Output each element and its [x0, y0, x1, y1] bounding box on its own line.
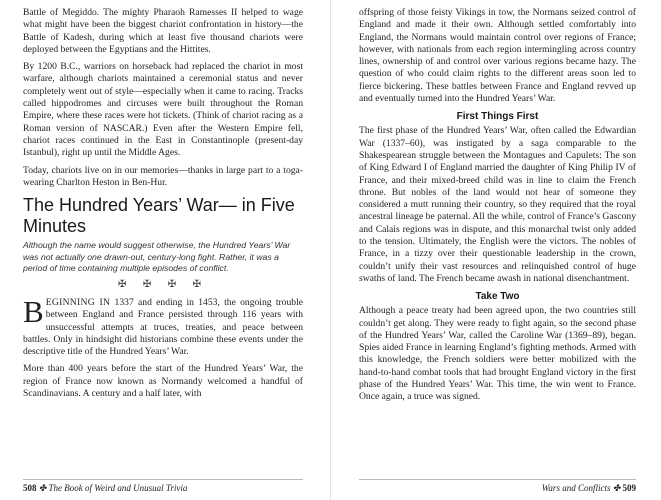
dropcap-rest: 1337 and ending in 1453, the ongoing trouble between England and France persisted through 116 years with unsuccessful attempts at truces, treaties, and peace between battles. Only in hindsight did historians combine these events under the descriptive title of the Hundred Years’ War. [23, 296, 303, 358]
dropcap-smallcaps: EGINNING IN [45, 296, 111, 308]
left-running-title: The Book of Weird and Unusual Trivia [48, 483, 188, 493]
right-page-number: 509 [622, 483, 636, 493]
paragraph-ben-hur: Today, chariots live on in our memories—thanks in large part to a toga-wearing Charlton Heston in Ben-Hur. [23, 164, 303, 188]
paragraph-megiddo: Battle of Megiddo. The mighty Pharaoh Ramesses II helped to wage what might have been the biggest chariot confrontation in history—the Battle of Kadesh, during which at least five thousand chariots were deployed between the Egyptians and the Hittites. [23, 7, 303, 55]
section-dek: Although the name would suggest otherwise, the Hundred Years’ War was not actually one drawn-out, century-long fight. Rather, it was a period of time containing multiple episodes of conflict. [23, 240, 291, 274]
paragraph-normandy: More than 400 years before the start of the Hundred Years’ War, the region of France now known as Normandy welcomed a handful of Scandinavians. A century and a half later, with [23, 363, 303, 400]
section-title: The Hundred Years’ War— in Five Minutes [23, 195, 295, 237]
right-footer [359, 479, 636, 494]
left-column [23, 7, 303, 405]
dropcap-letter: B [23, 293, 44, 329]
left-page [0, 0, 330, 500]
subhead-take-two: Take Two [475, 291, 520, 303]
right-column [359, 7, 636, 409]
paragraph-edwardian-war: The first phase of the Hundred Years’ War, often called the Edwardian War (1337–60), was instigated by a saga comparable to the Shakespearean struggle between the Montagues and Capulets: The son of King Edward I of England married the daughter of King Philip IV of France, and their mixed-breed child was in line to claim the French throne. But nobles of the land would not hear of someone they considered a mutt running their country, so they required that the royal ancestral lineage be paternal. All the while, control of France’s Gascony and Calais regions was in dispute, and this monarchal twist only added to the tension. Ultimately, the English were the victors. The nobles of France, in a tizzy over their questionable leadership in the crown, couldn’t unify their vast resources and relinquished control of huge swaths of land. The French became awash in national disenchantment. [359, 125, 636, 284]
left-footer [23, 479, 303, 494]
footer-bullet: ✤ [612, 483, 623, 493]
paragraph-chariot-racing: By 1200 B.C., warriors on horseback had replaced the chariot in most warfare, although chariots maintained a ceremonial status and never completely went out of style—especially when it came to racing. Tracks called hippodromes and circuses were built throughout the Roman Empire, where these races were hot tickets. (Think of chariot racing as a Roman version of NASCAR.) Even after the Western Empire fell, chariot races continued in the East in Constantinople (present-day Istanbul), right up until the Middle Ages. [23, 61, 303, 159]
ornament-divider: ✠ ✠ ✠ ✠ [117, 278, 208, 290]
paragraph-vikings: offspring of those feisty Vikings in tow, the Normans seized control of England and made it their own. Although settled comfortably into England, the Normans would maintain control over regions of France; however, with nationals from each region intermingling across country lines, ownership of and control over various regions became hazy. The question of who could claim rights to the different areas soon led to fierce bickering. These battles between France and England revved up and eventually turned into the Hundred Years’ War. [359, 7, 636, 105]
paragraph-caroline-war: Although a peace treaty had been agreed upon, the two countries still couldn’t get along. They were ready to fight again, so the second phase of the Hundred Years’ War, called the Caroline War (1369–89), began. Spies aided France in learning England’s fighting methods. Armed with this knowledge, the French soldiers were better mobilized with the hand-to-hand combat tools that had brought England victory in the first phase of the Hundred Years’ War. This time, the win went to France. Once again, a truce was signed. [359, 305, 636, 403]
left-page-number: 508 [23, 483, 37, 493]
footer-bullet: ✤ [38, 483, 49, 493]
right-page [331, 0, 661, 500]
right-running-title: Wars and Conflicts [541, 483, 611, 493]
subhead-first-things-first: First Things First [456, 111, 539, 123]
dropcap-paragraph [23, 293, 303, 358]
